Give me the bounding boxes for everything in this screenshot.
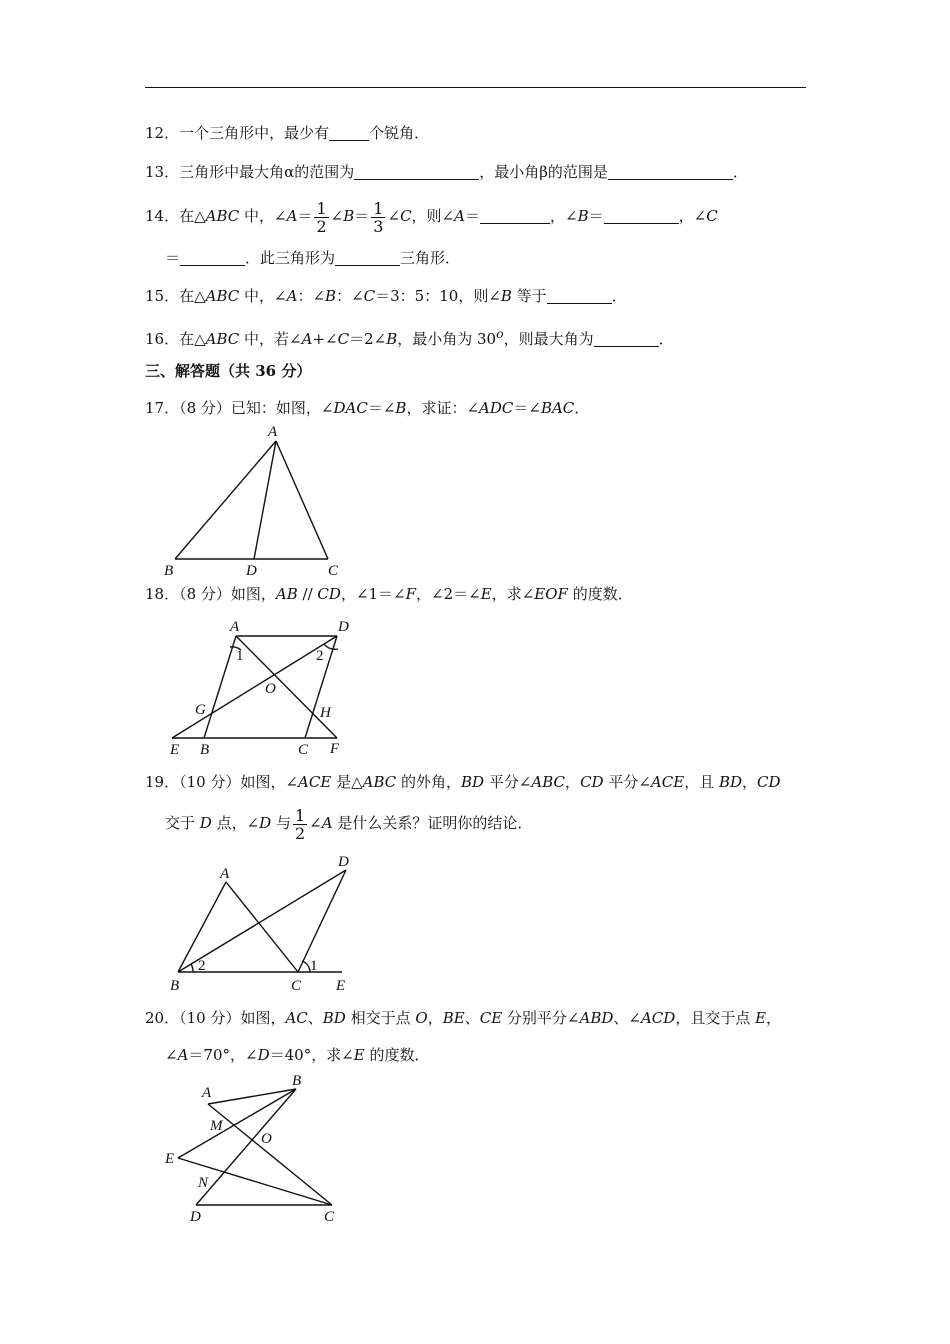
point-label-o: O (265, 681, 276, 697)
question-number: 19． (145, 773, 180, 791)
answer-blank[interactable] (329, 125, 369, 141)
angle-label-2: 2 (198, 958, 206, 974)
answer-blank[interactable] (480, 208, 550, 224)
point-label-n: N (198, 1175, 209, 1191)
answer-blank[interactable] (608, 164, 733, 180)
angle-label-1: 1 (236, 648, 244, 664)
answer-blank[interactable] (604, 208, 679, 224)
point-label-o: O (261, 1131, 272, 1147)
point-label-d: D (190, 1209, 201, 1225)
question-17: 17．（8 分）已知：如图，∠DAC＝∠B，求证：∠ADC＝∠BAC． (145, 399, 590, 417)
point-label-a: A (230, 619, 240, 635)
question-number: 20． (145, 1009, 180, 1027)
answer-blank[interactable] (594, 331, 659, 347)
segment-ac (226, 882, 298, 972)
fraction-one-half: $\frac{1}{2}$ (316, 198, 327, 236)
point-label-d: D (338, 854, 349, 870)
point-label-e: E (336, 978, 346, 994)
angle-label-2: 2 (316, 648, 324, 664)
point-label-h: H (320, 705, 331, 721)
point-label-c: C (324, 1209, 335, 1225)
angle-arc-2 (324, 644, 338, 649)
point-label-d: D (246, 563, 257, 579)
segment-ac (276, 441, 328, 559)
question-number: 13． (145, 163, 180, 181)
question-20: 20．（10 分）如图，AC、BD 相交于点 O，BE、CE 分别平分∠ABD、∠ACD，且交于点 E， (145, 1009, 782, 1027)
question-12: 12．一个三角形中，最少有 个锐角． (145, 124, 430, 142)
segment-ab (175, 441, 276, 559)
question-19-line2: 交于 D 点，∠D 与 $\frac{1}{2}$ ∠A 是什么关系？证明你的结论． (165, 805, 533, 843)
point-label-a: A (220, 866, 230, 882)
point-label-c: C (328, 563, 339, 579)
point-label-e: E (170, 742, 180, 758)
point-label-d: D (338, 619, 349, 635)
segment-bd (178, 870, 346, 972)
angle-label-1: 1 (310, 958, 318, 974)
question-18: 18．（8 分）如图，AB // CD，∠1＝∠F，∠2＝∠E，求∠EOF 的度数． (145, 585, 633, 603)
point-label-b: B (164, 563, 174, 579)
figure-20 (160, 1068, 360, 1233)
segment-de (172, 636, 337, 738)
point-label-a: A (202, 1085, 212, 1101)
figure-18 (160, 615, 370, 765)
point-label-f: F (330, 741, 340, 757)
segment-ad (254, 441, 276, 559)
question-16: 16．在△ABC 中，若∠A+∠C＝2∠B，最小角为 30$^o$，则最大角为 ． (145, 326, 674, 348)
question-19: 19．（10 分）如图，∠ACE 是△ABC 的外角，BD 平分∠ABC，CD 平分∠ACE，且 BD，CD (145, 773, 781, 791)
angle-arc-1 (302, 961, 310, 972)
figure-17 (150, 420, 370, 580)
point-label-b: B (200, 742, 210, 758)
point-label-e: E (165, 1151, 175, 1167)
question-13: 13．三角形中最大角α的范围为 ，最小角β的范围是 ． (145, 163, 748, 181)
point-label-b: B (292, 1073, 302, 1089)
question-14-line2: ＝ ．此三角形为 三角形． (165, 249, 461, 267)
answer-blank[interactable] (354, 164, 479, 180)
point-label-c: C (298, 742, 309, 758)
question-20-line2: ∠A＝70°，∠D＝40°，求∠E 的度数． (165, 1046, 430, 1064)
point-label-b: B (170, 978, 180, 994)
segment-ab (204, 636, 236, 738)
question-number: 18． (145, 585, 180, 603)
point-label-m: M (210, 1118, 223, 1134)
answer-blank[interactable] (547, 288, 612, 304)
angle-arc-2 (191, 964, 193, 972)
question-15: 15．在△ABC 中，∠A：∠B：∠C＝3：5：10，则∠B 等于 ． (145, 287, 627, 305)
question-number: 12． (145, 124, 180, 142)
fraction-one-third: $\frac{1}{3}$ (373, 198, 384, 236)
question-14: 14．在△ABC 中，∠A＝ $\frac{1}{2}$ ∠B＝ $\frac{1}{3}$ ∠C，则∠A＝ ，∠B＝ ，∠C (145, 198, 718, 236)
question-number: 16． (145, 330, 180, 348)
figure-19 (160, 850, 380, 1000)
answer-blank[interactable] (180, 250, 245, 266)
point-label-g: G (195, 702, 206, 718)
header-rule (145, 87, 806, 88)
question-number: 17． (145, 399, 180, 417)
question-number: 15． (145, 287, 180, 305)
fraction-one-half: $\frac{1}{2}$ (294, 805, 306, 843)
section-heading: 三、解答题（共 36 分） (145, 362, 312, 380)
question-number: 14． (145, 207, 180, 225)
answer-blank[interactable] (335, 250, 400, 266)
point-label-a: A (268, 424, 278, 440)
point-label-c: C (291, 978, 302, 994)
